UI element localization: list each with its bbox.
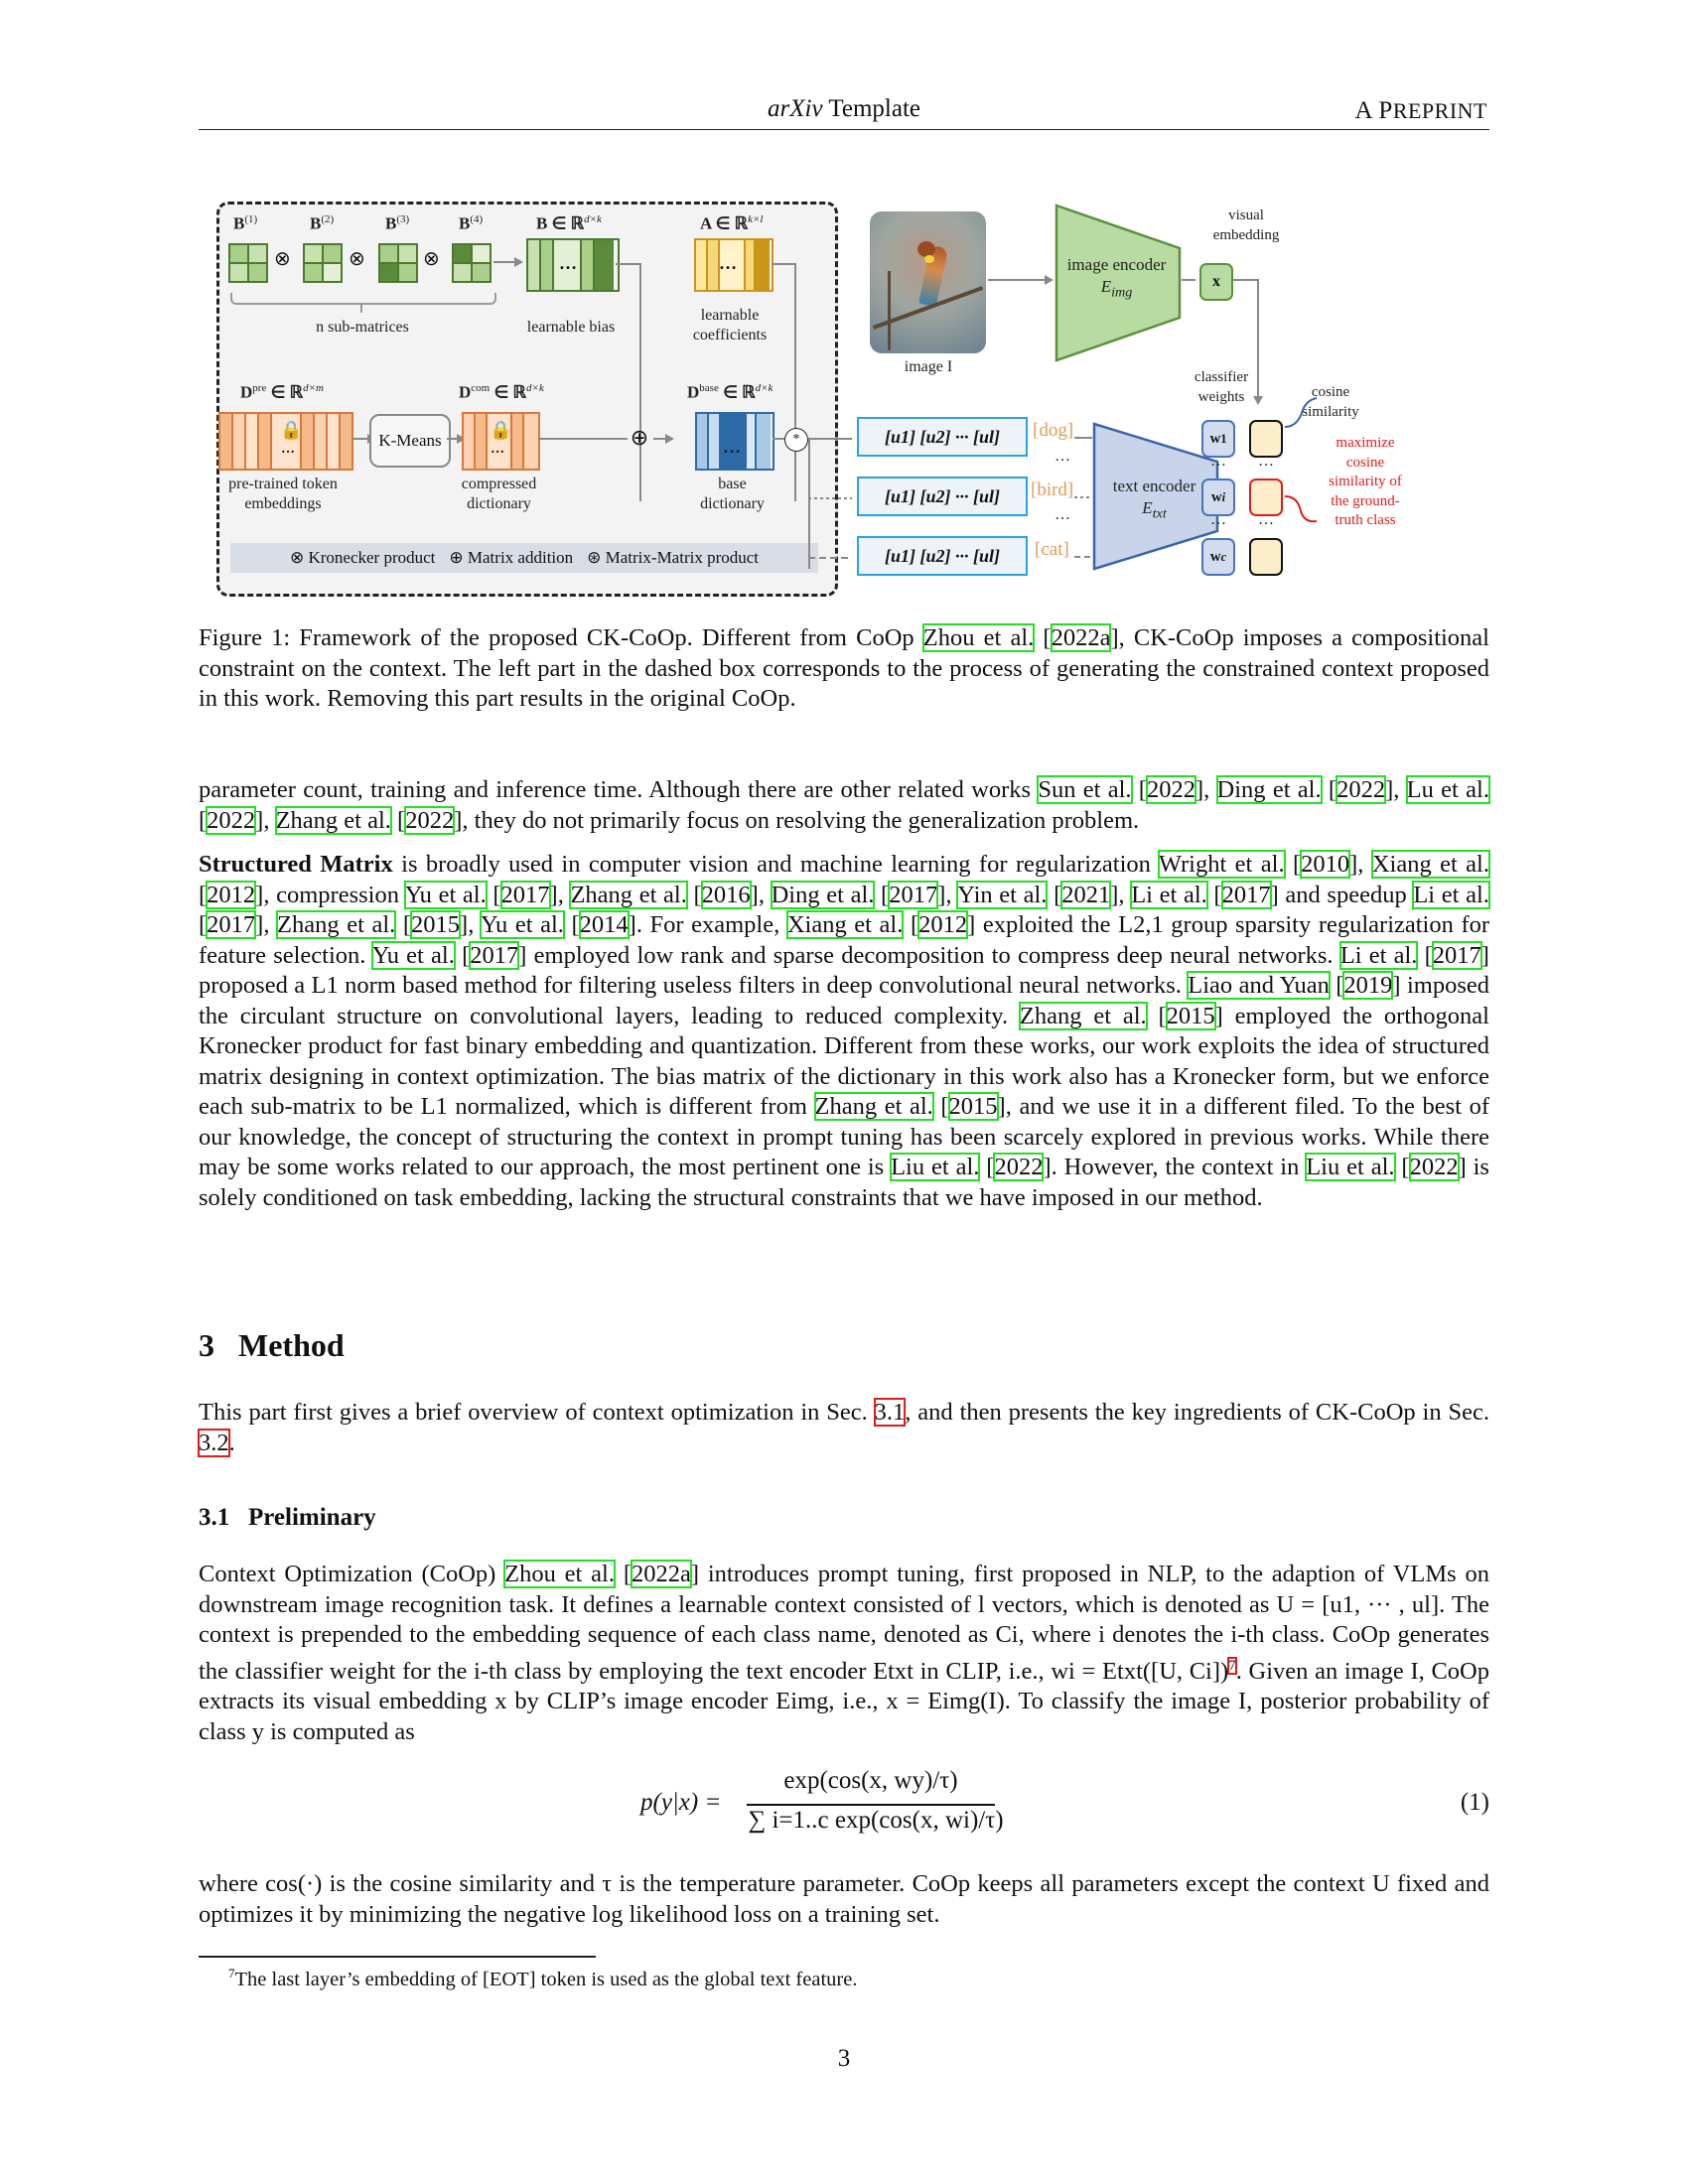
arrow-line <box>988 279 1048 281</box>
citation-year-link[interactable]: 2022 <box>1336 776 1386 803</box>
weight-w1: w 1 <box>1201 420 1235 458</box>
submatrix-b4 <box>452 243 492 283</box>
arrow-line <box>538 438 628 440</box>
text: . Given an image I, CoOp extracts its visual embedding x by CLIP’s image encoder Eimg, i.e., x = Eimg(I). To classify the image I, posterior probability of class y is computed as <box>199 1657 1489 1745</box>
visual-embedding-label: visual embedding <box>1212 207 1280 243</box>
ellipsis: … <box>1210 511 1226 528</box>
b2-label: $B^{(2)}$ <box>310 213 335 233</box>
arrow-head <box>1253 396 1263 405</box>
kronecker-icon: ⊗ <box>349 248 365 270</box>
text: introduces prompt tuning, first proposed in NLP, to the adaption of VLMs on downstream image recognition task. It defines a learnable context consisted of l vectors, which is denoted as U = [u1, ··· , ul]. The context is prepended to the embedding sequence of each class name, denoted as Ci, where i denotes the i-th class. CoOp generates the classifier weight for the i-th class by employing the text encoder Etxt in CLIP, i.e., wi = Etxt([U, Ci]) <box>199 1561 1489 1685</box>
subsection-number: 3.1 <box>199 1504 230 1531</box>
header-title-italic: arXiv <box>768 95 823 122</box>
connector <box>772 263 795 265</box>
d-com-label: $D^{com}$ ∈ ℝ$^{d\times k}$ <box>459 382 544 402</box>
weight-wc: w c <box>1201 538 1235 576</box>
citation-year-link[interactable]: 2012 <box>918 911 968 938</box>
text: Context Optimization (CoOp) <box>199 1561 505 1587</box>
citation-link[interactable]: Lu et al. <box>1406 776 1489 803</box>
lock-icon: 🔒 <box>490 420 512 440</box>
base-label: base dictionary <box>700 476 765 512</box>
equation-number: (1) <box>1460 1789 1489 1816</box>
brace-tip <box>360 303 362 313</box>
submatrix-b2 <box>303 243 343 283</box>
equation-1 <box>199 1767 1489 1846</box>
ellipsis: … <box>1258 511 1274 528</box>
running-header <box>199 95 1489 130</box>
text-encoder-label: text encoder <box>1112 477 1196 495</box>
citation-year-link[interactable]: 2022 <box>1409 1154 1459 1180</box>
citation-year-link[interactable]: 2017 <box>1432 941 1481 969</box>
text: , compression <box>263 881 405 908</box>
citation-link[interactable]: Wright et al. <box>1158 851 1285 878</box>
header-preprint <box>1354 97 1487 125</box>
caption-text: , CK-CoOp imposes a compositional constraint on the context. The left part in the dashed box corresponds to the process of generating the constrained context proposed in this work. Removing this part results in the original CoOp. <box>199 624 1489 712</box>
citation-year-link[interactable]: 2017 <box>500 881 550 908</box>
after-equation-paragraph: where cos(·) is the cosine similarity and τ is the temperature parameter. CoOp keeps all parameters except the context U fixed and optimizes it by minimizing the negative log likelihood loss on a training set. <box>199 1870 1489 1928</box>
operator-legend <box>230 543 818 573</box>
citation-year-link[interactable]: 2017 <box>470 941 519 969</box>
citation-link[interactable]: Zhang et al. <box>570 881 687 908</box>
citation-link[interactable]: Zhang et al. <box>277 911 396 938</box>
n-submatrices-label: n sub-matrices <box>316 319 409 336</box>
image-label: image I <box>904 358 953 375</box>
context-box-cat: [u1] [u2] ··· [ul] <box>857 536 1028 576</box>
lock-icon: 🔒 <box>280 420 303 440</box>
matrix-product-icon: * <box>784 428 808 452</box>
citation-link[interactable]: Yu et al. <box>371 941 455 969</box>
kmeans-block: K-Means <box>369 414 451 468</box>
kronecker-icon: ⊗ <box>274 248 291 270</box>
citation-year-link[interactable]: 2021 <box>1061 881 1111 908</box>
image-encoder-symbol: $E_{img}$ <box>1100 277 1133 301</box>
citation-year-link[interactable]: 2012 <box>207 881 256 908</box>
arrow-line <box>773 438 784 440</box>
related-works-paragraph: parameter count, training and inference time. Although there are other related works Sun et al. [2022], Ding et al. [2022], Lu et al. [2022], Zhang et al. [2022], they do not primarily focus on resolving the generalization problem. <box>199 776 1489 834</box>
visual-embedding-x: x <box>1199 263 1233 301</box>
submatrix-b3 <box>378 243 418 283</box>
b4-label: $B^{(4)}$ <box>459 213 484 233</box>
text: , and we use it in a different filed. To the best of our knowledge, the concept of structuring the context in prompt tuning has been scarcely explored in previous works. While there may be some works related to our approach, the most pertinent one is <box>199 1093 1489 1180</box>
connector <box>639 263 641 501</box>
text: parameter count, training and inference time. Although there are other related works <box>199 776 1039 803</box>
preliminary-paragraph: Context Optimization (CoOp) Zhou et al. [2022a] introduces prompt tuning, first proposed in NLP, to the adaption of VLMs on downstream image recognition task. It defines a learnable context consisted of l vectors, which is denoted as U = [u1, ··· , ul]. The context is prepended to the embedding sequence of each class name, denoted as Ci, where i denotes the i-th class. CoOp generates the classifier weight for the i-th class by employing the text encoder Etxt in CLIP, i.e., wi = Etxt([U, Ci])$^7$. Given an image I, CoOp extracts its visual embedding x by CLIP’s image encoder Eimg, i.e., x = Eimg(I). To classify the image I, posterior probability of class y is computed as <box>199 1561 1489 1745</box>
text: is solely conditioned on task embedding, lacking the structural constraints that we have imposed in our method. <box>199 1154 1489 1211</box>
b1-label: $B^{(1)}$ <box>233 213 258 233</box>
section-heading <box>199 1327 345 1364</box>
legend-addition: ⊕ Matrix addition <box>449 548 574 567</box>
d-base-label: $D^{base}$ ∈ ℝ$^{d\times k}$ <box>687 382 774 402</box>
equation-numerator: exp(cos(x, wy)/τ) <box>783 1767 958 1794</box>
text: proposed a L1 norm based method for filtering useless filters in deep convolutional neural networks. <box>199 972 1189 999</box>
arrow-head <box>514 257 523 267</box>
citation-link[interactable]: Li et al. <box>1131 881 1207 908</box>
ellipsis: … <box>1258 453 1274 470</box>
arrow-line <box>1182 279 1196 281</box>
text-encoder-symbol: $E_{txt}$ <box>1142 498 1167 522</box>
connector <box>808 557 852 559</box>
class-dog: [dog] <box>1033 420 1074 441</box>
citation-link[interactable]: Sun et al. <box>1038 776 1132 803</box>
footnote-mark: 7 <box>228 1966 235 1980</box>
footnote-rule <box>199 1956 596 1958</box>
connector <box>808 438 852 440</box>
citation-link[interactable]: Liu et al. <box>891 1154 980 1180</box>
citation-year-link[interactable]: 2017 <box>207 911 256 938</box>
citation-year-link[interactable]: 2017 <box>889 881 938 908</box>
ellipsis: … <box>1055 506 1070 523</box>
connector <box>808 497 852 499</box>
brace <box>230 293 496 305</box>
a-matrix-label: A ∈ ℝ$^{k\times l}$ <box>700 213 764 233</box>
text: exploited the L2,1 group sparsity regularization for feature selection. <box>199 911 1490 969</box>
citation-link[interactable]: Ding et al. <box>1216 776 1322 803</box>
maximize-note: maximize cosine similarity of the ground-truth class <box>1329 435 1402 528</box>
legend-kronecker: ⊗ Kronecker product <box>289 548 436 567</box>
cosine-arrow <box>1283 392 1323 432</box>
image-encoder-label: image encoder <box>1066 255 1167 274</box>
equation-denominator: ∑ i=1..c exp(cos(x, wi)/τ) <box>748 1807 1004 1834</box>
text: . For example, <box>635 911 787 938</box>
text: . <box>228 1429 235 1456</box>
header-preprint-rest: REPRINT <box>1392 98 1487 123</box>
maximize-arrow <box>1283 491 1323 531</box>
class-bird: [bird] <box>1031 479 1074 500</box>
citation-link[interactable]: Yu et al. <box>404 881 487 908</box>
text: . However, the context in <box>1051 1154 1307 1180</box>
fraction-bar <box>747 1804 995 1806</box>
citation-link[interactable]: Zhou et al. <box>922 624 1035 651</box>
footnote <box>228 1966 857 1991</box>
arrow-head <box>665 434 674 444</box>
bird-image <box>870 211 986 353</box>
cosine-similarity-label: cosine similarity <box>1302 384 1359 420</box>
matrix-addition-icon: ⊕ <box>630 425 649 450</box>
citation-year-link[interactable]: 2010 <box>1301 851 1350 878</box>
citation-year-link[interactable]: 2019 <box>1343 972 1393 999</box>
section-number: 3 <box>199 1327 214 1363</box>
section-ref-link[interactable]: 3.1 <box>874 1399 906 1426</box>
method-intro-paragraph <box>199 1398 1489 1458</box>
arrow-line <box>1074 556 1092 558</box>
arrow-head <box>1045 275 1054 285</box>
connector <box>616 263 641 265</box>
citation-link[interactable]: Zhang et al. <box>1019 1002 1147 1029</box>
citation-year-link[interactable]: 2015 <box>1166 1002 1215 1029</box>
arrow-line <box>1074 437 1092 439</box>
similarity-score-c <box>1249 538 1283 576</box>
citation-link[interactable]: Liao and Yuan <box>1188 972 1330 999</box>
section-title: Method <box>238 1327 345 1363</box>
b3-label: $B^{(3)}$ <box>385 213 410 233</box>
citation-year-link[interactable]: 2022 <box>405 806 455 834</box>
subsection-heading <box>199 1504 376 1532</box>
text: and speedup <box>1278 881 1414 908</box>
connector <box>1257 279 1259 398</box>
citation-link[interactable]: Yin et al. <box>957 881 1048 908</box>
ellipsis: … <box>559 253 578 273</box>
citation-link[interactable]: Liu et al. <box>1306 1154 1395 1180</box>
ellipsis: … <box>1055 448 1070 465</box>
text: imposed the circulant structure on convolutional layers, leading to reduced complexity. <box>199 972 1490 1029</box>
ellipsis: … <box>491 442 505 457</box>
footnote-text: The last layer’s embedding of [EOT] token is used as the global text feature. <box>234 1968 858 1990</box>
ellipsis: … <box>719 253 738 273</box>
figure-1 <box>199 194 1489 601</box>
context-box-bird: [u1] [u2] ··· [ul] <box>857 477 1028 516</box>
arrow-line <box>1074 496 1092 498</box>
citation-year-link[interactable]: 2022 <box>1146 776 1196 803</box>
ellipsis: … <box>723 437 742 457</box>
citation-link[interactable]: Xiang et al. <box>1371 851 1489 878</box>
citation-link[interactable]: Yu et al. <box>481 911 564 938</box>
citation-link[interactable]: Zhou et al. <box>504 1561 615 1587</box>
submatrix-b1 <box>228 243 268 283</box>
citation-year-link[interactable]: 2016 <box>701 881 751 908</box>
citation-link[interactable]: Li et al. <box>1339 941 1418 969</box>
text: This part first gives a brief overview of context optimization in Sec. <box>199 1399 875 1426</box>
ellipsis: … <box>281 442 296 457</box>
figure-caption: Figure 1: Framework of the proposed CK-CoOp. Different from CoOp Zhou et al. [2022a], CK-CoOp imposes a compositional constraint on the context. The left part in the dashed box corresponds to the process of generating the constrained context proposed in this work. Removing this part results in the original CoOp. <box>199 624 1489 712</box>
page-number: 3 <box>837 2045 851 2072</box>
equation-lhs: p(y|x) = <box>640 1789 722 1816</box>
structured-matrix-paragraph: Structured Matrix is broadly used in computer vision and machine learning for regularization Wright et al. [2010], Xiang et al. [2012], compression Yu et al. [2017], Zhang et al. [2016], Ding et al. [2017], Yin et al. [2021], Li et al. [2017] and speedup Li et al. [2017], Zhang et al. [2015], Yu et al. [2014]. For example, Xiang et al. [2012] exploited the L2,1 group sparsity regularization for feature selection. Yu et al. [2017] employed low rank and sparse decomposition to compress deep neural networks. Li et al. [2017] proposed a L1 norm based method for filtering useless filters in deep convolutional neural networks. Liao and Yuan [2019] imposed the circulant structure on convolutional layers, leading to reduced complexity. Zhang et al. [2015] employed the orthogonal Kronecker product for fast binary embedding and quantization. Different from these works, our work exploits the idea of structured matrix designing in context optimization. The bias matrix of the dictionary in this work also has a Kronecker form, but we enforce each sub-matrix to be L1 normalized, which is different from Zhang et al. [2015], and we use it in a different filed. To the best of our knowledge, the concept of structuring the context in prompt tuning has been scarcely explored in previous works. While there may be some works related to our approach, the most pertinent one is Liu et al. [2022]. However, the context in Liu et al. [2022] is solely conditioned on task embedding, lacking the structural constraints that we have imposed in our method. <box>199 851 1490 1211</box>
learnable-coefficients-label: learnable coefficients <box>692 307 768 343</box>
citation-link[interactable]: Zhang et al. <box>814 1093 933 1120</box>
b-matrix-label: B ∈ ℝ$^{d\times k}$ <box>536 213 602 233</box>
header-title-rest: Template <box>822 95 920 122</box>
citation-link[interactable]: Li et al. <box>1413 881 1489 908</box>
citation-link[interactable]: Zhang et al. <box>275 806 391 834</box>
citation-link[interactable]: Xiang et al. <box>786 911 904 938</box>
connector <box>1233 279 1259 281</box>
caption-text: Figure 1: Framework of the proposed CK-CoOp. Different from CoOp <box>199 624 923 651</box>
text: , they do not primarily focus on resolving the generalization problem. <box>462 806 1140 834</box>
connector <box>794 263 796 501</box>
text: , and then presents the key ingredients of CK-CoOp in Sec. <box>905 1399 1489 1426</box>
citation-year-link[interactable]: 2022 <box>207 806 256 834</box>
class-cat: [cat] <box>1035 539 1069 560</box>
citation-year-link[interactable]: 2022 <box>994 1154 1044 1180</box>
header-preprint-first: A P <box>1354 97 1393 124</box>
ellipsis: … <box>1210 453 1226 470</box>
compressed-label: compressed dictionary <box>461 476 537 512</box>
citation-year-link[interactable]: 2014 <box>579 911 629 938</box>
legend-product: ⊛ Matrix-Matrix product <box>587 548 760 567</box>
classifier-weights-label: classifier weights <box>1194 369 1249 405</box>
citation-year-link[interactable]: 2015 <box>411 911 461 938</box>
citation-link[interactable]: Ding et al. <box>771 881 875 908</box>
pretrained-label: pre-trained token embeddings <box>228 476 338 512</box>
text: employed the orthogonal Kronecker product for fast binary embedding and quantization. Different from these works, our work exploits the idea of structured matrix designing in context optimization. The bias matrix of the dictionary in this work also has a Kronecker form, but we enforce each sub-matrix to be L1 normalized, which is different from <box>199 1002 1489 1120</box>
citation-year-link[interactable]: 2022a <box>1051 624 1111 651</box>
kronecker-icon: ⊗ <box>423 248 440 270</box>
paragraph-lead: Structured Matrix <box>199 851 393 878</box>
context-box-dog: [u1] [u2] ··· [ul] <box>857 417 1028 457</box>
footnote-ref-link[interactable]: 7 <box>1228 1657 1236 1674</box>
citation-year-link[interactable]: 2017 <box>1221 881 1271 908</box>
learnable-bias-label: learnable bias <box>526 319 616 336</box>
d-pre-label: $D^{pre}$ ∈ ℝ$^{d\times m}$ <box>240 382 324 402</box>
subsection-title: Preliminary <box>248 1504 376 1531</box>
text: employed low rank and sparse decomposition to compress deep neural networks. <box>526 941 1340 969</box>
header-title <box>199 95 1489 123</box>
section-ref-link[interactable]: 3.2 <box>199 1429 229 1456</box>
text: is broadly used in computer vision and machine learning for regularization <box>392 851 1159 878</box>
citation-year-link[interactable]: 2022a <box>631 1561 691 1587</box>
citation-year-link[interactable]: 2015 <box>948 1093 998 1120</box>
weight-wi: w i <box>1201 478 1235 516</box>
